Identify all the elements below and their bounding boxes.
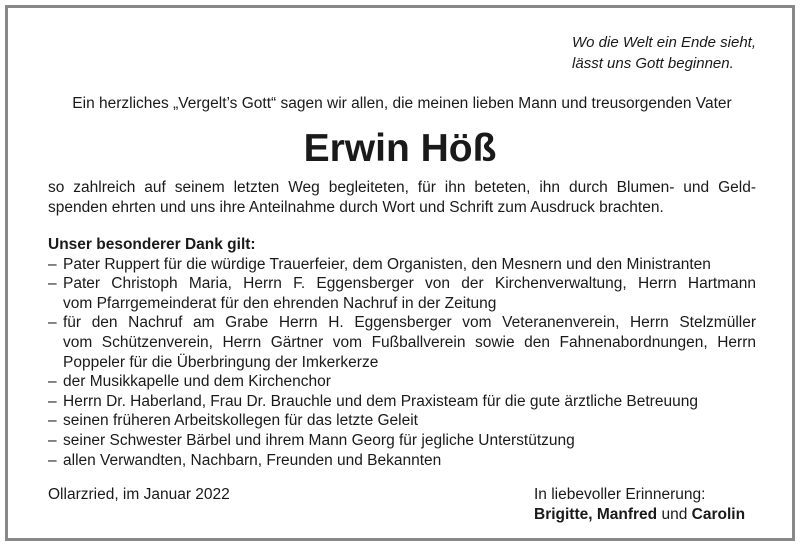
dash-bullet: – xyxy=(48,255,57,273)
thanks-item-line: vom Schützenverein, Herrn Gärtner vom Fußballverein sowie den Fahnenabordnungen, Herrn xyxy=(63,333,756,351)
dash-bullet: – xyxy=(48,392,57,410)
thanks-section xyxy=(48,235,756,470)
thanks-heading: Unser besonderer Dank gilt: xyxy=(48,236,256,253)
thanks-item xyxy=(48,411,756,431)
thanks-item xyxy=(48,274,756,313)
motto-line-1: Wo die Welt ein Ende sieht, xyxy=(572,34,756,51)
signature-names-connector: und xyxy=(657,506,692,523)
motto-line-2: lässt uns Gott beginnen. xyxy=(572,55,734,72)
thanks-item xyxy=(48,313,756,372)
thanks-item-line: seinen früheren Arbeitskollegen für das letzte Geleit xyxy=(63,412,418,430)
signature-intro: In liebevoller Erinnerung: xyxy=(534,486,706,503)
dash-bullet: – xyxy=(48,275,57,293)
motto-quote xyxy=(572,32,756,74)
obituary-card xyxy=(5,5,795,541)
thanks-item-line: allen Verwandten, Nachbarn, Freunden und Bekannten xyxy=(63,451,442,469)
thanks-item xyxy=(48,392,756,412)
signature-block xyxy=(534,485,745,525)
body-line: spenden ehrten und uns ihre Anteilnahme durch Wort und Schrift zum Ausdruck brachten. xyxy=(48,199,664,216)
signature-names-bold-2: Carolin xyxy=(691,506,746,523)
thanks-list xyxy=(48,255,756,471)
dash-bullet: – xyxy=(48,451,57,469)
body-paragraph xyxy=(48,178,756,218)
signature-names xyxy=(534,505,745,525)
place-and-date: Ollarzried, im Januar 2022 xyxy=(48,486,230,503)
thanks-item-line: Herrn Dr. Haberland, Frau Dr. Brauchle und dem Praxisteam für die gute ärztliche Betreuung xyxy=(63,392,698,410)
thanks-item-line: Pater Christoph Maria, Herrn F. Eggensberger von der Kirchenverwaltung, Herrn Hartmann xyxy=(63,275,756,293)
dash-bullet: – xyxy=(48,412,57,430)
thanks-item-line: der Musikkapelle und dem Kirchenchor xyxy=(63,373,331,391)
thanks-item-line: vom Pfarrgemeinderat für den ehrenden Nachruf in der Zeitung xyxy=(63,294,497,312)
thanks-item-line: seiner Schwester Bärbel und ihrem Mann Georg für jegliche Unterstützung xyxy=(63,431,575,449)
body-line: so zahlreich auf seinem letzten Weg begleiteten, für ihn beteten, ihn durch Blumen- und Geld- xyxy=(48,179,756,196)
thanks-item-line: Poppeler für die Überbringung der Imkerkerze xyxy=(63,353,379,371)
dash-bullet: – xyxy=(48,314,57,332)
dash-bullet: – xyxy=(48,373,57,391)
dash-bullet: – xyxy=(48,431,57,449)
thanks-item-line: für den Nachruf am Grabe Herrn H. Eggensberger vom Veteranenverein, Herrn Stelzmüller xyxy=(63,314,756,332)
deceased-name: Erwin Höß xyxy=(303,127,497,170)
thanks-item xyxy=(48,255,756,275)
thanks-item xyxy=(48,431,756,451)
intro-text: Ein herzliches „Vergelt’s Gott“ sagen wir allen, die meinen lieben Mann und treusorgenden Vater xyxy=(72,95,732,112)
thanks-item xyxy=(48,372,756,392)
thanks-item xyxy=(48,451,756,471)
signature-names-bold-1: Brigitte, Manfred xyxy=(534,506,658,523)
thanks-item-line: Pater Ruppert für die würdige Trauerfeier, dem Organisten, den Mesnern und den Ministranten xyxy=(63,255,711,273)
